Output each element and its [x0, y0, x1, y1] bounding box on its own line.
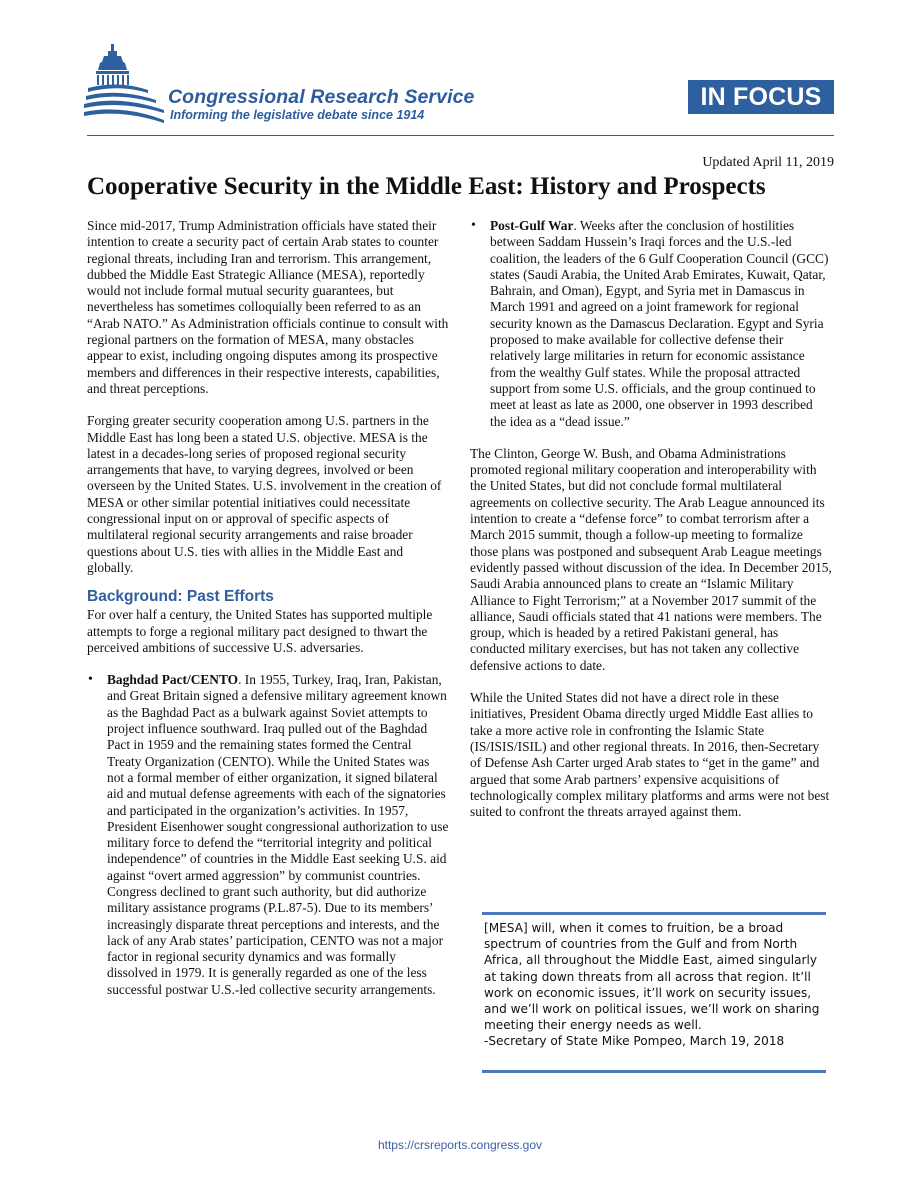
bullet-lead-baghdad: Baghdad Pact/CENTO	[107, 672, 239, 688]
quote-attribution: -Secretary of State Mike Pompeo, March 19, 2018	[484, 1034, 785, 1049]
bullet-post-gulf-war	[470, 218, 832, 430]
section-heading-background: Background: Past Efforts	[87, 588, 274, 606]
pull-quote	[482, 912, 826, 1073]
administrations-paragraph: The Clinton, George W. Bush, and Obama Administrations promoted regional military cooperation and interoperability with the United States, but did not conclude formal multilateral agreements on collective security. The Arab League announced its intention to create a “defense force” to combat terrorism after a March 2015 summit, though a follow-up meeting to formalize those plans was postponed and subsequent Arab League meetings evidently passed without discussion of the idea. In December 2015, Saudi Arabia announced plans to create an “Islamic Military Alliance to Fight Terrorism;” at a November 2017 summit of the alliance, Saudi officials stated that 41 nations were members. The group, which is headed by a retired Pakistani general, has conducted military exercises, but has not taken any collective defensive actions to date.	[470, 445, 832, 673]
objective-paragraph: Forging greater security cooperation among U.S. partners in the Middle East has long been a stated U.S. objective. MESA is the latest in a decades-long series of proposed regional security arrangements that have, to varying degrees, involved or been overseen by the United States. U.S. involvement in the creation of MESA or other similar potential initiatives could necessitate congressional input on or approval of specific aspects of multilateral regional security arrangements and raise broader questions about U.S. ties with allies in the Middle East and globally.	[87, 413, 442, 575]
capitol-dome-logo-icon	[84, 42, 168, 126]
in-focus-badge: IN FOCUS	[688, 80, 834, 114]
bullet-lead-gulf: Post-Gulf War	[490, 218, 574, 233]
left-column	[87, 218, 449, 998]
bullet-text-baghdad: . In 1955, Turkey, Iraq, Iran, Pakistan, and Great Britain signed a defensive military agreement known as the Baghdad Pact as a bulwark against Soviet attempts to project influence southward. Iraq pulled out of the Baghdad Pact in 1959 and the remaining states formed the Central Treaty Organization (CENTO). While the United States was not a formal member of either organization, it signed bilateral aid and mutual defense agreements with each of the signatories and participated in the organization’s activities. In 1957, President Eisenhower sought congressional authorization to use military force to defend the “territorial integrity and political independence” of countries in the Middle East seeking U.S. aid against “overt armed aggression” by communist countries. Congress declined to grant such authority, but did authorize military assistance programs (P.L.87-5). Due to its members’ increasingly disparate threat perceptions and interests, and the lack of any Arab states’ participation, CENTO was not a major factor in regional security dynamics and was formally dissolved in 1979. It is generally regarded as one of the less successful postwar U.S.-led collective security arrangements.	[107, 672, 449, 997]
bullet-text-gulf: . Weeks after the conclusion of hostilities between Saddam Hussein’s Iraqi forces and the U.S.-led coalition, the leaders of the 6 Gulf Cooperation Council (GCC) states (Saudi Arabia, the United Arab Emirates, Kuwait, Qatar, Bahrain, and Oman), Egypt, and Syria met in Damascus in March 1991 and agreed on a joint framework for regional security known as the Damascus Declaration. Egypt and Syria proposed to make available for collective defense their relatively large militaries in return for economic assistance from the wealthy Gulf states. While the proposal attracted support from some U.S. officials, and the group continued to meet at least as late as 2000, one observer in 1993 described the idea as a “dead issue.”	[490, 218, 829, 429]
org-tagline: Informing the legislative debate since 1914	[170, 108, 425, 122]
org-name: Congressional Research Service	[168, 86, 475, 108]
page-title: Cooperative Security in the Middle East: History and Prospects	[87, 173, 766, 200]
page-header	[0, 0, 920, 140]
quote-text: [MESA] will, when it comes to fruition, be a broad spectrum of countries from the Gulf and from North Africa, all throughout the Middle East, aimed singularly at taking down threats from all across that region. It’ll work on economic issues, it’ll work on security issues, and we’ll work on political issues, we’ll work on sharing meeting their energy needs as well.	[484, 921, 820, 1033]
header-divider	[87, 135, 834, 136]
right-column	[470, 218, 832, 820]
footer-url[interactable]: https://crsreports.congress.gov	[377, 1138, 543, 1152]
background-paragraph: For over half a century, the United States has supported multiple attempts to forge a regional military pact designed to thwart the perceived ambitions of successive U.S. adversaries.	[87, 607, 433, 655]
bullet-baghdad-pact	[87, 672, 449, 998]
obama-carter-paragraph: While the United States did not have a direct role in these initiatives, President Obama directly urged Middle East allies to take a more active role in confronting the Islamic State (IS/ISIS/ISIL) and other regional threats. In 2016, then-Secretary of Defense Ash Carter urged Arab states to “get in the game” and argued that some Arab partners’ expensive acquisitions of technologically complex military platforms and arms were not best suited to confront the threats arrayed against them.	[470, 690, 830, 820]
updated-date: Updated April 11, 2019	[702, 155, 834, 170]
intro-paragraph: Since mid-2017, Trump Administration officials have stated their intention to create a security pact of certain Arab states to counter regional threats, including Iran and terrorism. This arrangement, dubbed the Middle East Strategic Alliance (MESA), reportedly would not include formal mutual security guarantees, but nevertheless has sometimes colloquially been referred to as an “Arab NATO.” As Administration officials continue to consult with regional partners on the formation of MESA, many obstacles appear to exist, including ongoing disputes among its prospective members and differences in their respective interests, capabilities, and threat perceptions.	[87, 218, 449, 396]
